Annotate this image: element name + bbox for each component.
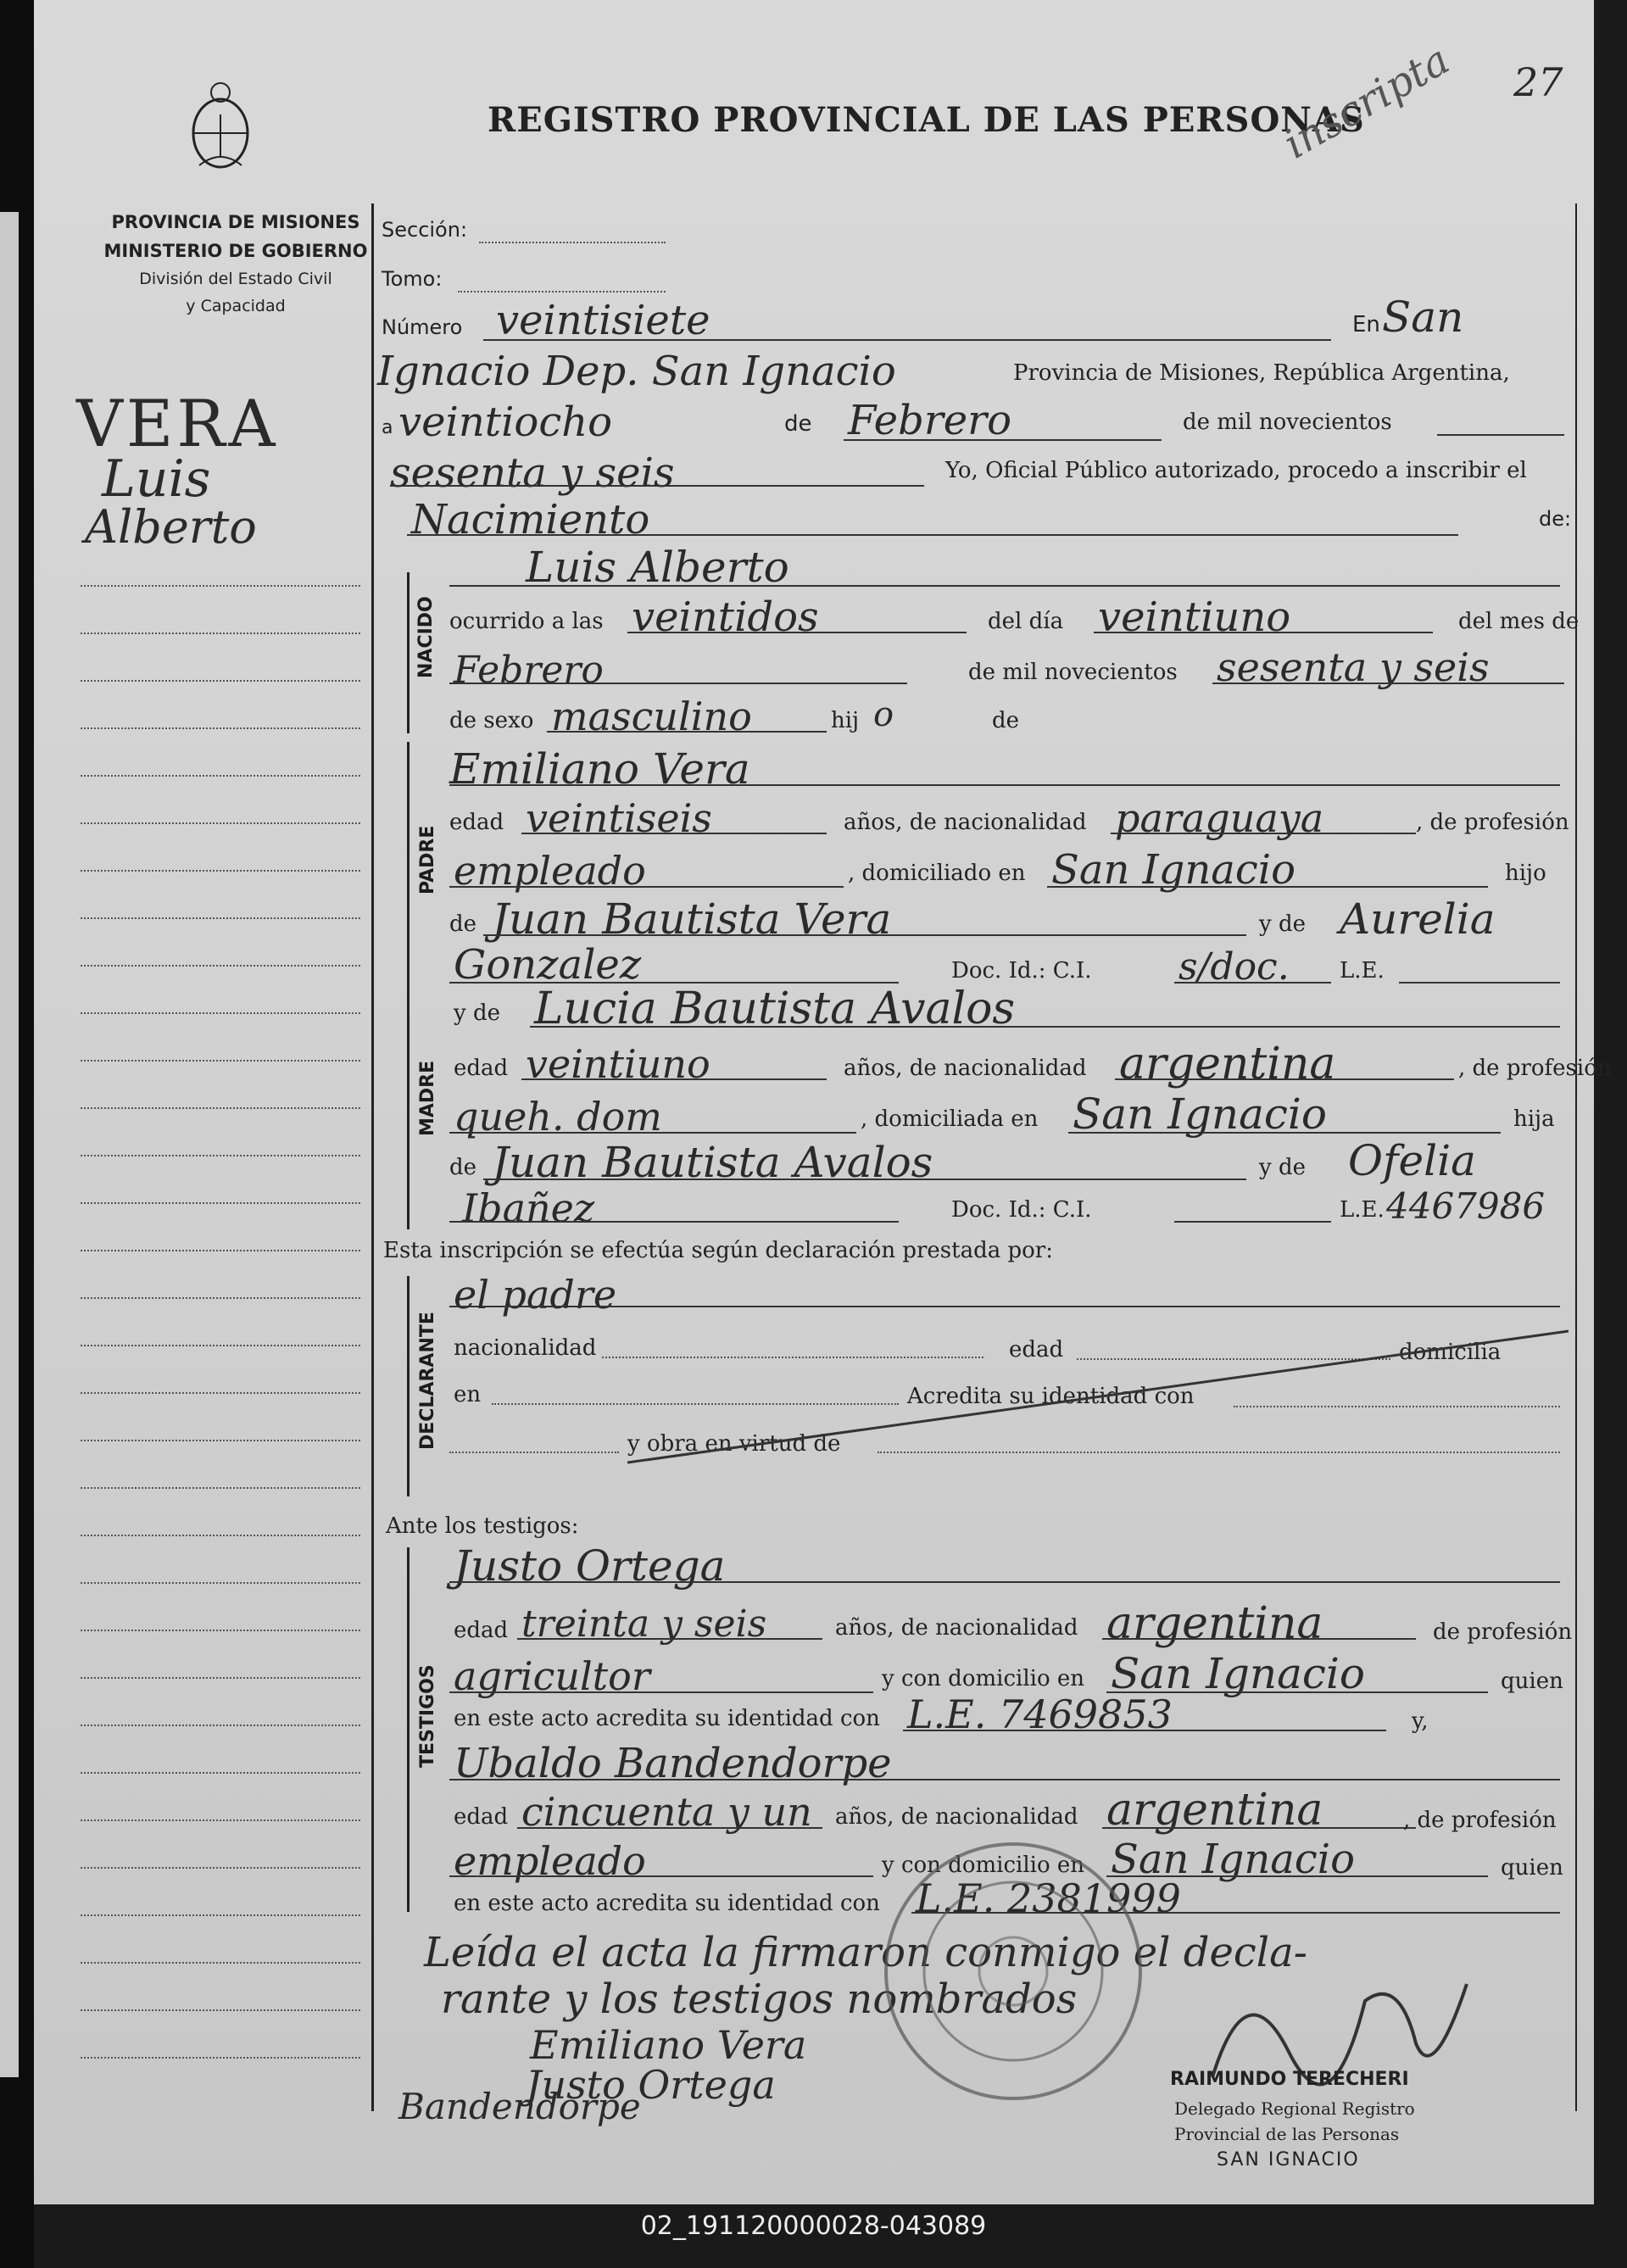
witness-1-dom-label: y con domicilio en [882, 1666, 1085, 1691]
declarant-line [449, 1306, 1560, 1307]
child-name: Luis Alberto [526, 543, 789, 592]
margin-dotted-line [81, 1155, 360, 1156]
en-label: En [1352, 312, 1380, 337]
a-label: a [382, 417, 393, 438]
declarant-edad-label: edad [1009, 1337, 1064, 1362]
father-name: Emiliano Vera [449, 744, 750, 794]
year-value: sesenta y seis [390, 449, 675, 497]
mother-le-label: L.E. [1340, 1197, 1385, 1223]
declarant-domicilia-label: domicilia [1399, 1340, 1502, 1365]
father-le-label: L.E. [1340, 958, 1385, 984]
father-dom-label: , domiciliado en [848, 861, 1026, 886]
mother-edad-value: veintiuno [526, 1041, 710, 1087]
margin-dotted-line [81, 2009, 360, 2011]
mother-doc-line [1174, 1221, 1331, 1223]
de-colon: de: [1539, 507, 1572, 531]
sexo-line [547, 731, 827, 733]
margin-dotted-line [81, 727, 360, 729]
signature-declarant: Emiliano Vera [530, 2022, 807, 2068]
de-label-2: de [992, 708, 1020, 733]
official-title-1: Delegado Regional Registro [1174, 2098, 1415, 2119]
witness-2-edad-line [517, 1827, 822, 1829]
padre-section-label: PADRE [417, 825, 438, 894]
father-doc-value: s/doc. [1178, 945, 1290, 989]
authority-division: División del Estado Civil [139, 270, 332, 288]
mother-dom-value: San Ignacio [1073, 1089, 1328, 1139]
margin-name-2: Alberto [85, 500, 257, 554]
margin-dotted-line [81, 1725, 360, 1726]
witness-2-acredita-label: en este acto acredita su identidad con [454, 1891, 880, 1916]
witness-1-prof: agricultor [454, 1653, 650, 1699]
witness-1-nac-line [1102, 1638, 1416, 1640]
witnesses-intro: Ante los testigos: [386, 1513, 579, 1539]
mother-le-value: 4467986 [1386, 1185, 1546, 1227]
declarante-section-label: DECLARANTE [417, 1312, 438, 1450]
mother-hija-label: hija [1513, 1106, 1555, 1132]
mother-parent-1-line [483, 1179, 1246, 1180]
father-line [449, 784, 1560, 786]
margin-dotted-line [81, 1440, 360, 1441]
hij-label: hij [831, 708, 860, 733]
tomo-label: Tomo: [382, 267, 443, 291]
father-edad-line [521, 833, 827, 834]
witness-2-prof-label: , de profesión [1403, 1808, 1557, 1833]
official-signature-icon [1195, 1950, 1484, 2120]
mother-prof-line [449, 1132, 856, 1134]
witness-2-line [449, 1779, 1560, 1780]
witness-1-dom: San Ignacio [1111, 1649, 1366, 1698]
witness-1-id: L.E. 7469853 [907, 1691, 1173, 1737]
mother-doc-label: Doc. Id.: C.I. [951, 1197, 1092, 1223]
father-dom-line [1047, 886, 1488, 888]
mil-line [1437, 434, 1564, 436]
declarant-acredita-label: Acredita su identidad con [907, 1384, 1195, 1409]
margin-dotted-line [81, 1392, 360, 1394]
mother-prof-label: , de profesión [1458, 1056, 1612, 1081]
father-doc-label: Doc. Id.: C.I. [951, 958, 1092, 984]
del-dia-label: del día [988, 609, 1064, 634]
column-divider [371, 203, 374, 2111]
child-line [449, 585, 1560, 587]
witness-1-edad: treinta y seis [521, 1602, 767, 1646]
mil-label: de mil novecientos [1183, 410, 1392, 435]
mother-parent-2b: Ibañez [462, 1185, 595, 1231]
witness-2-anos-label: años, de nacionalidad [835, 1804, 1078, 1830]
declarant-virtud-pre-line [449, 1452, 619, 1453]
margin-dotted-line [81, 1535, 360, 1536]
father-dom-value: San Ignacio [1051, 846, 1296, 894]
document-id-footer: 02_191120000028-043089 [640, 2211, 987, 2241]
witness-2-dom: San Ignacio [1111, 1836, 1356, 1883]
father-le-line [1399, 982, 1560, 984]
witness-1-nac: argentina [1106, 1598, 1323, 1649]
signature-witness-1: Justo Ortega [526, 2062, 776, 2108]
witness-1-id-line [903, 1730, 1386, 1731]
margin-dotted-line [81, 822, 360, 824]
birth-month-line [449, 683, 907, 684]
seccion-label: Sección: [382, 218, 468, 242]
day-value: veintiocho [398, 398, 613, 446]
coat-of-arms-icon [182, 81, 259, 178]
margin-surname: VERA [76, 386, 279, 461]
witness-2-dom-label: y con domicilio en [882, 1853, 1085, 1878]
month-value: Febrero [848, 397, 1012, 444]
witness-1-name: Justo Ortega [454, 1541, 726, 1591]
declarant-en-label: en [454, 1382, 482, 1407]
nacido-bracket [407, 572, 410, 733]
margin-dotted-line [81, 1914, 360, 1916]
madre-section-label: MADRE [417, 1060, 438, 1136]
act-line [407, 534, 1458, 536]
authority-ministry: MINISTERIO DE GOBIERNO [103, 241, 368, 261]
official-title-3: SAN IGNACIO [1217, 2149, 1360, 2170]
birth-year-value: sesenta y seis [1217, 644, 1490, 690]
margin-dotted-line [81, 870, 360, 872]
official-name: RAIMUNDO TERECHERI [1170, 2069, 1409, 2090]
inscription-stamp: inscripta [1276, 36, 1457, 169]
mother-nac-value: argentina [1119, 1039, 1336, 1089]
witness-2-edad: cincuenta y un [521, 1789, 812, 1835]
authority-province: PROVINCIA DE MISIONES [111, 212, 360, 232]
mother-name: Lucia Bautista Avalos [534, 984, 1016, 1034]
father-prof-label: , de profesión [1416, 810, 1569, 835]
margin-dotted-line [81, 775, 360, 777]
mother-y-de-label-2: y de [1259, 1155, 1306, 1180]
del-mes-label: del mes de [1458, 609, 1580, 634]
margin-dotted-line [81, 1345, 360, 1346]
mother-nac-line [1115, 1078, 1454, 1080]
madre-bracket [407, 1000, 410, 1229]
closing-line-2: rante y los testigos nombrados [441, 1975, 1078, 2023]
month-line [844, 439, 1162, 441]
margin-dotted-line [81, 965, 360, 967]
father-edad-label: edad [449, 810, 504, 835]
margin-dotted-line [81, 1962, 360, 1964]
tomo-line [458, 291, 666, 293]
official-text: Yo, Oficial Público autorizado, procedo a inscribir el [945, 458, 1527, 483]
mother-edad-label: edad [454, 1056, 509, 1081]
numero-value: veintisiete [496, 297, 710, 344]
de-label: de [784, 411, 812, 437]
mother-parent-1: Juan Bautista Avalos [492, 1138, 933, 1187]
margin-dotted-line [81, 1867, 360, 1869]
margin-dotted-line [81, 1012, 360, 1014]
nacido-section-label: NACIDO [415, 596, 437, 678]
witness-1-acredita-label: en este acto acredita su identidad con [454, 1706, 880, 1731]
margin-dotted-line [81, 1060, 360, 1062]
witness-2-prof-line [449, 1875, 873, 1877]
closing-line-1: Leída el acta la firmaron conmigo el decla- [424, 1929, 1307, 1976]
margin-dotted-line [81, 1487, 360, 1489]
witness-1-prof-label: de profesión [1433, 1619, 1573, 1645]
province-text: Provincia de Misiones, República Argentina, [1013, 360, 1510, 386]
margin-dotted-line [81, 917, 360, 919]
authority-capacity: y Capacidad [186, 297, 286, 315]
birth-year-line [1212, 683, 1564, 684]
father-anos-label: años, de nacionalidad [844, 810, 1087, 835]
mother-dom-line [1068, 1132, 1501, 1134]
father-parent-1: Juan Bautista Vera [492, 894, 892, 944]
witness-1-line [449, 1581, 1560, 1583]
margin-dotted-line [81, 1819, 360, 1821]
margin-dotted-line [81, 632, 360, 634]
testigos-bracket [407, 1547, 410, 1912]
father-prof-line [449, 886, 844, 888]
witness-1-edad-line [517, 1638, 822, 1640]
previous-page-edge [0, 212, 19, 2077]
witness-2-name: Ubaldo Bandendorpe [454, 1740, 892, 1787]
declaration-text: Esta inscripción se efectúa según declaración prestada por: [383, 1238, 1053, 1263]
witness-y-label: y, [1412, 1708, 1429, 1734]
father-hijo-label: hijo [1505, 861, 1546, 886]
father-doc-line [1174, 982, 1331, 984]
place-value: Ignacio Dep. San Ignacio [377, 348, 896, 395]
mother-y-de-label: y de [454, 1000, 500, 1026]
witness-2-nac: argentina [1106, 1785, 1323, 1836]
hour-value: veintidos [632, 593, 819, 641]
ocurrido-label: ocurrido a las [449, 609, 604, 634]
witness-2-edad-label: edad [454, 1804, 509, 1830]
father-nac-value: paraguaya [1115, 795, 1324, 841]
witness-2-quien-label: quien [1501, 1855, 1563, 1881]
hij-value: o [873, 695, 894, 734]
official-title-2: Provincial de las Personas [1174, 2124, 1400, 2144]
act-value: Nacimiento [411, 496, 650, 543]
sexo-value: masculino [551, 694, 752, 739]
witness-2-nac-line [1102, 1827, 1416, 1829]
margin-dotted-line [81, 1250, 360, 1251]
margin-dotted-line [81, 1582, 360, 1584]
signature-witness-2: Bandendorpe [398, 2086, 641, 2127]
right-border [1575, 203, 1577, 2111]
birth-day-line [1094, 632, 1433, 633]
witness-1-quien-label: quien [1501, 1669, 1563, 1694]
declarant-virtud-label: y obra en virtud de [627, 1431, 841, 1457]
father-edad-value: veintiseis [526, 795, 712, 841]
margin-dotted-line [81, 1107, 360, 1109]
declarante-bracket [407, 1276, 410, 1496]
numero-label: Número [382, 315, 463, 339]
father-nac-line [1111, 833, 1416, 834]
declarant-value: el padre [454, 1272, 617, 1318]
declarant-nac-label: nacionalidad [454, 1335, 597, 1361]
year-line [390, 485, 924, 487]
hour-line [627, 632, 967, 633]
margin-dotted-line [81, 680, 360, 682]
father-parent-1-line [483, 934, 1246, 936]
margin-dotted-line [81, 1297, 360, 1299]
witness-1-edad-label: edad [454, 1618, 509, 1643]
mother-edad-line [521, 1078, 827, 1080]
birth-month-value: Febrero [454, 649, 604, 692]
sexo-label: de sexo [449, 708, 534, 733]
margin-dotted-line [81, 1772, 360, 1774]
mother-de-label: de [449, 1155, 477, 1180]
father-prof-value: empleado [454, 848, 646, 894]
declarant-cross-out [627, 1323, 1577, 1467]
birth-day-value: veintiuno [1098, 593, 1291, 641]
margin-name-1: Luis [102, 449, 211, 509]
father-y-de-label: y de [1259, 911, 1306, 937]
testigos-section-label: TESTIGOS [417, 1664, 438, 1768]
document-title: REGISTRO PROVINCIAL DE LAS PERSONAS [488, 100, 1365, 140]
mil-label-2: de mil novecientos [968, 660, 1178, 685]
page-number: 27 [1513, 59, 1563, 105]
father-parent-2a: Aurelia [1340, 894, 1496, 944]
margin-dotted-line [81, 1630, 360, 1631]
margin-dotted-line [81, 1677, 360, 1679]
margin-dotted-line [81, 585, 360, 587]
mother-anos-label: años, de nacionalidad [844, 1056, 1087, 1081]
witness-1-prof-line [449, 1691, 873, 1693]
father-de-label: de [449, 911, 477, 937]
mother-prof-value: queh. dom [454, 1094, 662, 1140]
witness-2-prof: empleado [454, 1838, 646, 1884]
mother-dom-label: , domiciliada en [861, 1106, 1039, 1132]
en-value: San [1382, 293, 1464, 342]
father-parent-2b: Gonzalez [454, 941, 642, 989]
official-seal-icon [873, 1831, 1153, 2111]
document-page [34, 0, 1612, 2204]
numero-line [483, 339, 1331, 341]
mother-parent-2b-line [449, 1221, 899, 1223]
witness-2-id: L.E. 2381999 [916, 1875, 1181, 1921]
margin-dotted-line [81, 2057, 360, 2059]
witness-1-anos-label: años, de nacionalidad [835, 1615, 1078, 1641]
mother-parent-2a: Ofelia [1348, 1136, 1476, 1185]
seccion-line [479, 242, 666, 243]
mother-line [530, 1026, 1560, 1028]
margin-dotted-line [81, 1202, 360, 1204]
